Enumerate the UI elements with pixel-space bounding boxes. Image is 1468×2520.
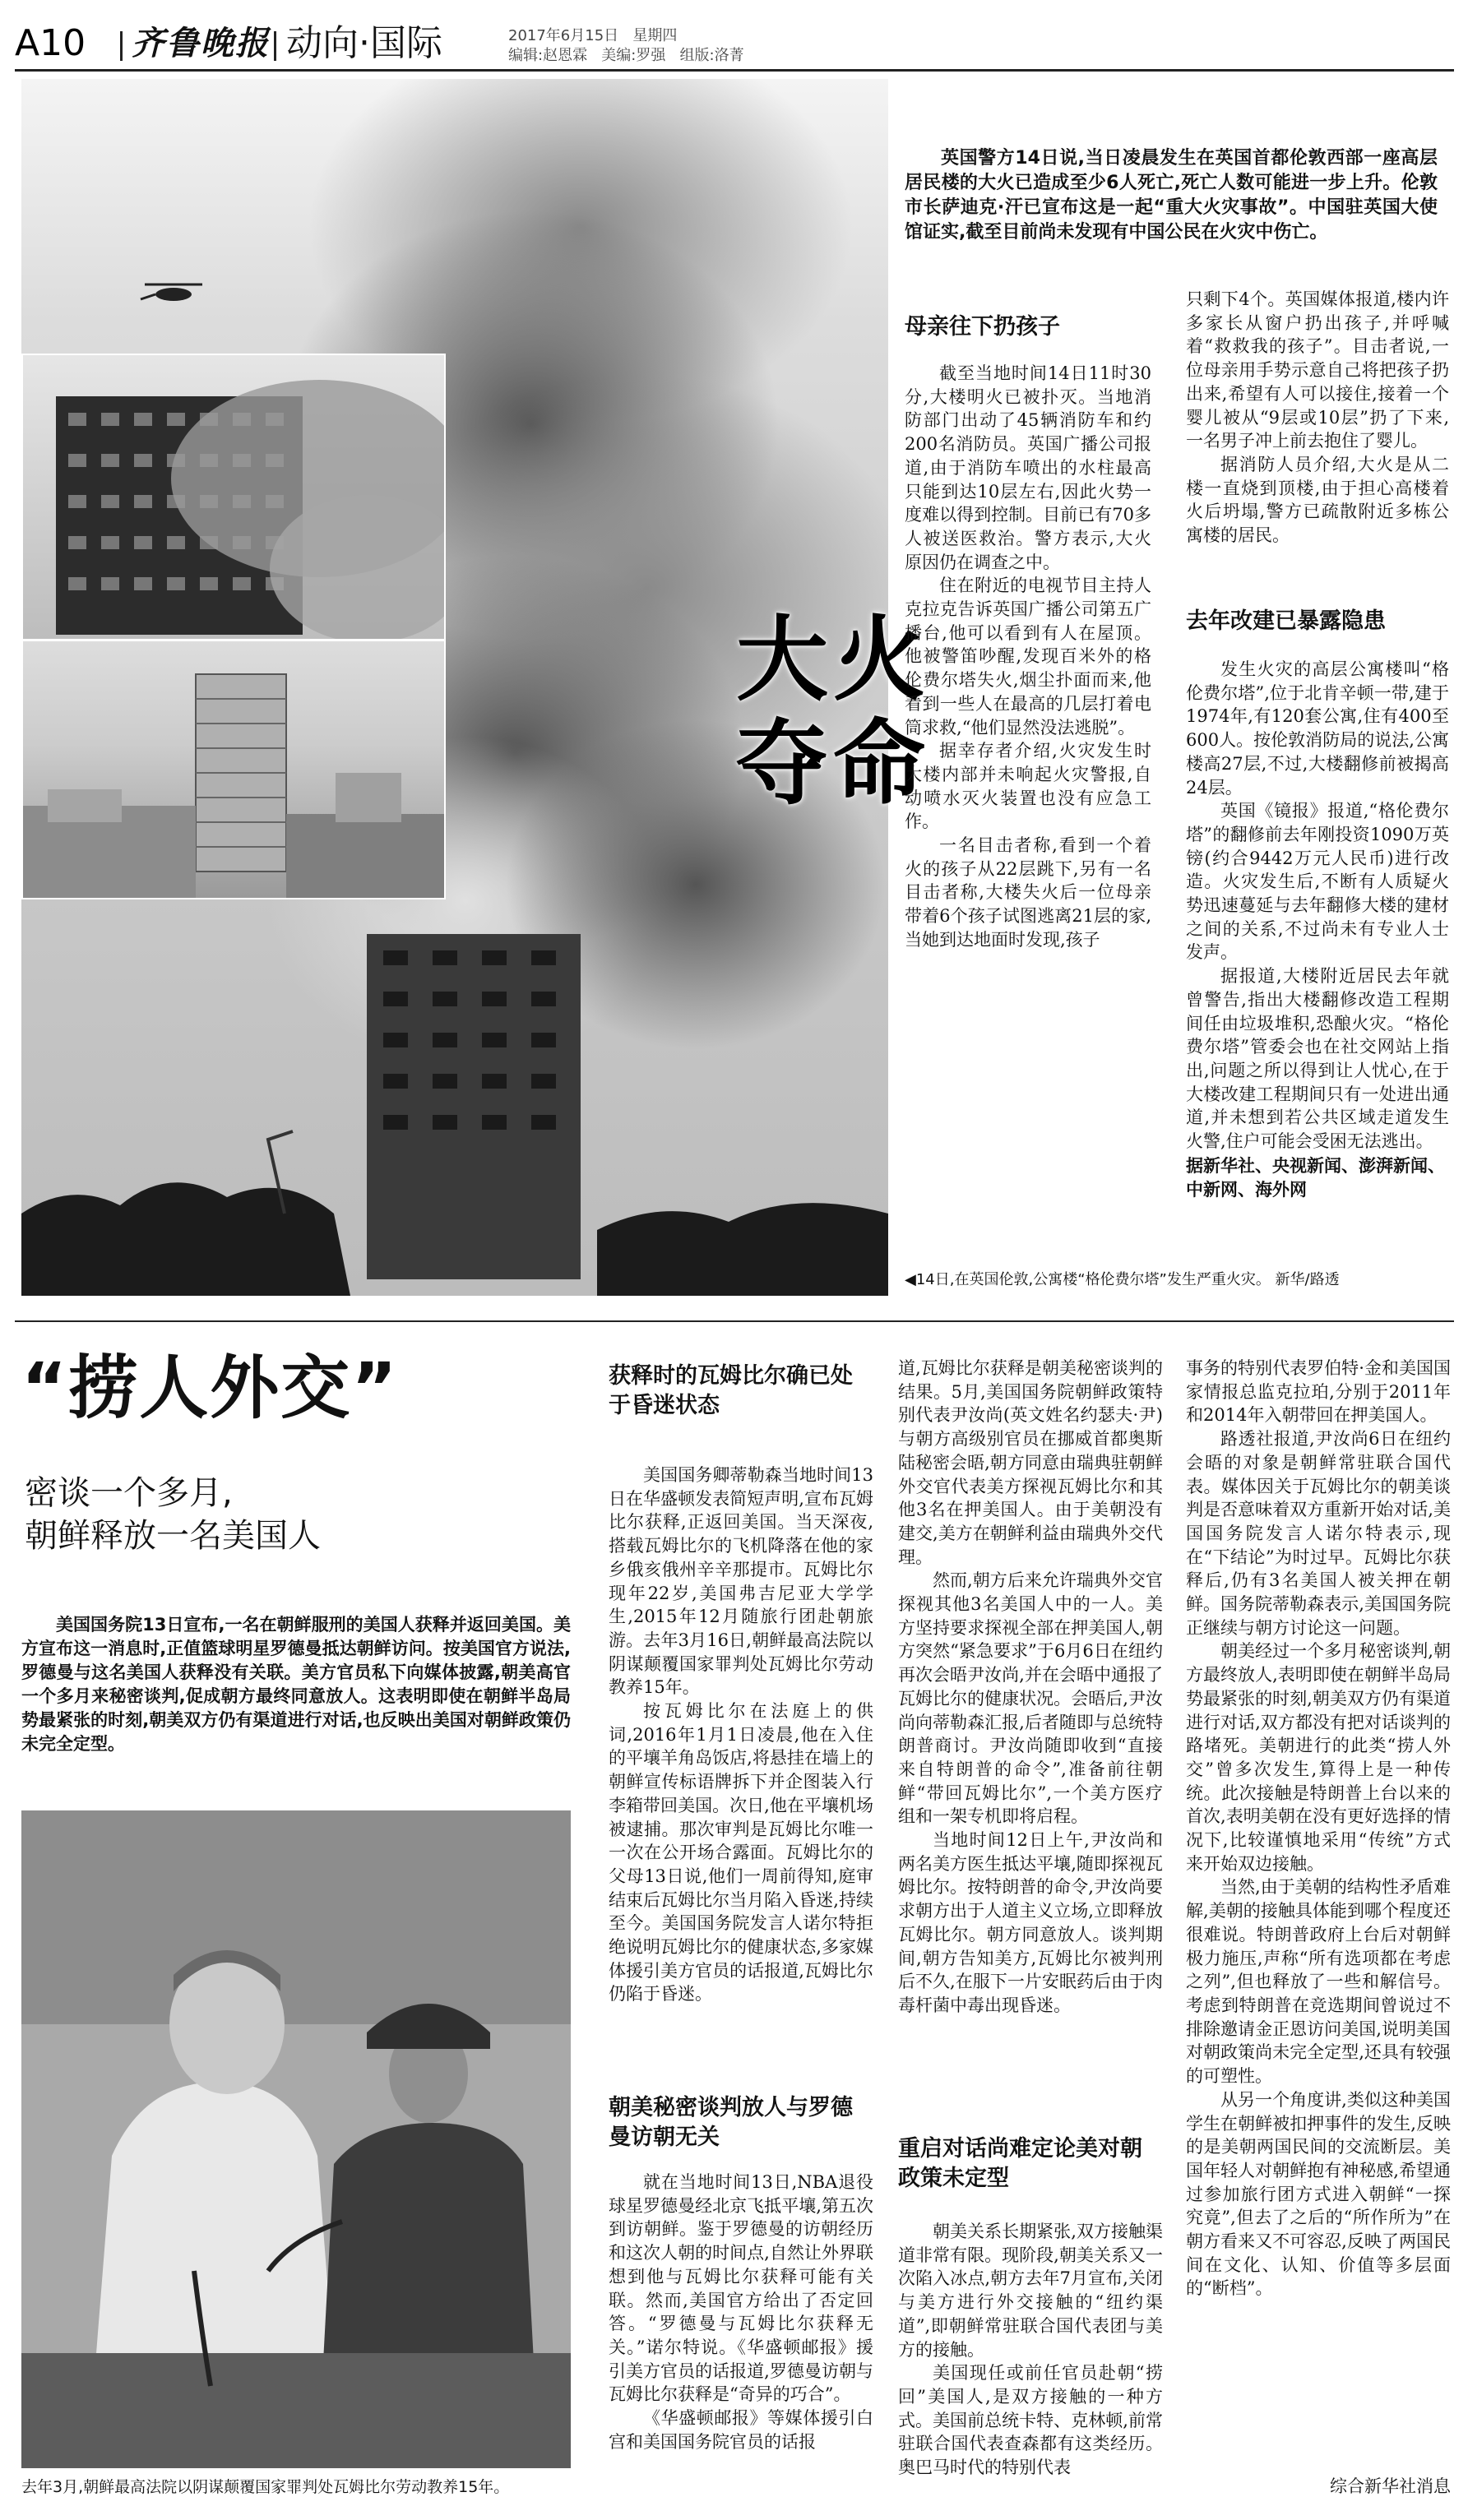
korea-column-2-part1 [898, 1357, 1163, 2117]
paragraph: 《华盛顿邮报》等媒体援引白宫和美国国务院官员的话报 [609, 2408, 873, 2452]
paragraph: 据报道,大楼附近居民去年就曾警告,指出大楼翻修改造工程期间任由垃圾堆积,恐酿火灾。“格伦费尔塔”管委会也在社交网站上指出,问题之所以得到让人忧心,在于大楼改建工程期间只有一处进出通道,并未想到若公共区域走道发生火警,住户可能会受困无法逃出。 [1186, 966, 1449, 1151]
korea-column-2-part2 [898, 2220, 1163, 2506]
korea-column-3 [1186, 1357, 1451, 2467]
paragraph: 道,瓦姆比尔获释是朝美秘密谈判的结果。5月,美国国务院朝鲜政策特别代表尹汝尚(英文姓名约瑟夫·尹)与朝方高级别官员在挪威首都奥斯陆秘密会晤,朝方同意由瑞典驻朝鲜外交官代表美方探视瓦姆比尔和其他3名在押美国人。由于美朝没有建交,美方在朝鲜利益由瑞典外交代理。 [898, 1358, 1163, 1567]
korea-headline: “捞人外交” [21, 1348, 399, 1428]
header-meta [508, 26, 744, 66]
header-layout-editor: 组版:洛菁 [679, 47, 744, 64]
paragraph: 一名目击者称,看到一个着火的孩子从22层跳下,另有一名目击者称,大楼失火后一位母亲带着6个孩子试图逃离21层的家,当她到达地面时发现,孩子 [905, 835, 1151, 950]
court-photo-caption: 去年3月,朝鲜最高法院以阴谋颠覆国家罪判处瓦姆比尔劳动教养15年。 [21, 2478, 510, 2496]
header-weekday: 星期四 [632, 27, 678, 44]
paragraph: 只剩下4个。英国媒体报道,楼内许多家长从窗户扔出孩子,并呼喊着“救救我的孩子”。目击者说,一位母亲用手势示意自己将把孩子扔出来,希望有人可以接住,接着一个婴儿被从“9层或10层”扔了下来,一名男子冲上前去抱住了婴儿。 [1186, 289, 1449, 451]
paragraph: 朝美关系长期紧张,双方接触渠道非常有限。现阶段,朝美关系又一次陷入冰点,朝方去年7月宣布,关闭与美方进行外交接触的“纽约渠道”,即朝鲜常驻联合国代表团与美方的接触。 [898, 2222, 1163, 2360]
paragraph: 发生火灾的高层公寓楼叫“格伦费尔塔”,位于北肯辛顿一带,建于1974年,有120套公寓,住有400至600人。按伦敦消防局的说法,公寓楼高27层,不过,大楼翻修前被揭高24层。 [1186, 659, 1449, 798]
section-title: 动向·国际 [286, 22, 442, 64]
fire-headline [736, 608, 930, 816]
header-rule [15, 69, 1454, 72]
korea-source: 综合新华社消息 [1330, 2476, 1451, 2496]
fire-column-a [905, 362, 1151, 1197]
paragraph: 朝美经过一个多月秘密谈判,朝方最终放人,表明即使在朝鲜半岛局势最紧张的时刻,朝美双方仍有渠道进行对话,双方都没有把对话谈判的路堵死。美朝进行的此类“捞人外交”曾多次发生,算得上是一种传统。此次接触是特朗普上台以来的首次,表明美朝在没有更好选择的情况下,比较谨慎地采用“传统”方式来开始双边接触。 [1186, 1641, 1451, 1874]
header-editor: 编辑:赵恩霖 [508, 47, 588, 64]
header-art-editor: 美编:罗强 [601, 47, 666, 64]
korea-lead: 美国国务院13日宣布,一名在朝鲜服刑的美国人获释并返回美国。美方宣布这一消息时,正值篮球明星罗德曼抵达朝鲜访问。按美国官方说法,罗德曼与这名美国人获释没有关联。美方官员私下向媒体披露,朝美高官一个多月来秘密谈判,促成朝方最终同意放人。这表明即使在朝鲜半岛局势最紧张的时刻,朝美双方仍有渠道进行对话,也反映出美国对朝鲜政策仍未完全定型。 [21, 1615, 571, 1754]
korea-subtitle-line1: 密谈一个多月, [25, 1474, 233, 1512]
korea-column-1-part1 [609, 1463, 873, 2064]
paragraph: 据消防人员介绍,大火是从二楼一直烧到顶楼,由于担心高楼着火后坍塌,警方已疏散附近多栋公寓楼的居民。 [1186, 454, 1449, 546]
paragraph: 美国现任或前任官员赴朝“捞回”美国人,是双方接触的一种方式。美国前总统卡特、克林顿,前常驻联合国代表查森都有这类经历。奥巴马时代的特别代表 [898, 2363, 1163, 2478]
paragraph: 路透社报道,尹汝尚6日在纽约会晤的对象是朝鲜常驻联合国代表。媒体因关于瓦姆比尔的朝美谈判是否意味着双方重新开始对话,美国国务院发言人诺尔特表示,现在“下结论”为时过早。瓦姆比尔获释后,仍有3名美国人被关押在朝鲜。国务院蒂勒森表示,美国国务院正继续与朝方讨论这一问题。 [1186, 1429, 1451, 1638]
court-photo [21, 1810, 571, 2468]
header-divider [274, 31, 276, 61]
paragraph: 截至当地时间14日11时30分,大楼明火已被扑灭。当地消防部门出动了45辆消防车和约200名消防员。英国广播公司报道,由于消防车喷出的水柱最高只能到达10层左右,因此火势一度难以得到控制。目前已有70多人被送医救治。警方表示,大火原因仍在调查之中。 [905, 363, 1151, 572]
paragraph: 然而,朝方后来允许瑞典外交官探视其他3名美国人中的一人。美方坚持要求探视全部在押美国人,朝方突然“紧急要求”于6月6日在纽约再次会晤尹汝尚,并在会晤中通报了瓦姆比尔的健康状况。会晤后,尹汝尚向蒂勒森汇报,后者随即与总统特朗普商讨。尹汝尚随即收到“直接来自特朗普的命令”,准备前往朝鲜“带回瓦姆比尔”,一个美方医疗组和一架专机即将启程。 [898, 1570, 1163, 1827]
inset-photo-burned-tower [21, 354, 446, 640]
fire-headline-line2: 夺命 [736, 710, 930, 817]
paragraph: 英国《镜报》报道,“格伦费尔塔”的翻修前去年刚投资1090万英镑(约合9442万元人民币)进行改造。火灾发生后,不断有人质疑火势迅速蔓延与去年翻修大楼的建材之间的关系,不过尚未有专业人士发声。 [1186, 801, 1449, 963]
helicopter-icon [141, 284, 202, 301]
fire-lead: 英国警方14日说,当日凌晨发生在英国首都伦敦西部一座高层居民楼的大火已造成至少6人死亡,死亡人数可能进一步上升。伦敦市长萨迪克·汗已宣布这是一起“重大火灾事故”。中国驻英国大使馆证实,截至目前尚未发现有中国公民在火灾中伤亡。 [905, 148, 1438, 243]
inset-photo-tower-before [21, 640, 446, 899]
paragraph: 事务的特别代表罗伯特·金和美国国家情报总监克拉珀,分别于2011年和2014年入朝带回在押美国人。 [1186, 1358, 1451, 1426]
header-date: 2017年6月15日 [508, 27, 619, 44]
fire-subhead-mother: 母亲往下扔孩子 [905, 314, 1060, 340]
paragraph: 从另一个角度讲,类似这种美国学生在朝鲜被扣押事件的发生,反映的是美朝两国民间的交流断层。美国年轻人对朝鲜抱有神秘感,希望通过参加旅行团方式进入朝鲜“一探究竟”,但去了之后的“所作所为”在朝方看来又不可容忍,反映了两国民间在文化、认知、价值等多层面的“断档”。 [1186, 2089, 1451, 2299]
paragraph: 就在当地时间13日,NBA退役球星罗德曼经北京飞抵平壤,第五次到访朝鲜。鉴于罗德曼的访朝经历和这次人朝的时间点,自然让外界联想到他与瓦姆比尔获释可能有关联。然而,美国官方给出了否定回答。“罗德曼与瓦姆比尔获释无关。”诺尔特说。《华盛顿邮报》援引美方官员的话报道,罗德曼访朝与瓦姆比尔获释是“奇异的巧合”。 [609, 2172, 873, 2405]
korea-subhead-release: 获释时的瓦姆比尔确已处于昏迷状态 [609, 1363, 853, 1418]
fire-headline-line1: 大火 [736, 607, 930, 714]
fire-photo-caption: ◀14日,在英国伦敦,公寓楼“格伦费尔塔”发生严重火灾。 新华/路透 [905, 1271, 1340, 1288]
korea-subhead-rodman: 朝美秘密谈判放人与罗德曼访朝无关 [609, 2095, 853, 2150]
paragraph: 据幸存者介绍,火灾发生时大楼内部并未响起火灾警报,自动喷水灭火装置也没有应急工作。 [905, 741, 1151, 832]
fire-subhead-renovation: 去年改建已暴露隐患 [1186, 608, 1386, 634]
fire-column-b-part1 [1186, 288, 1449, 594]
korea-subtitle [25, 1472, 321, 1557]
fire-source: 据新华社、央视新闻、澎湃新闻、中新网、海外网 [1186, 1156, 1445, 1200]
paragraph: 美国国务卿蒂勒森当地时间13日在华盛顿发表简短声明,宣布瓦姆比尔获释,正返回美国。当天深夜,搭载瓦姆比尔的飞机降落在他的家乡俄亥俄州辛辛那提市。瓦姆比尔现年22岁,美国弗吉尼亚大学学生,2015年12月随旅行团赴朝旅游。去年3月16日,朝鲜最高法院以阴谋颠覆国家罪判处瓦姆比尔劳动教养15年。 [609, 1465, 873, 1698]
paragraph: 当然,由于美朝的结构性矛盾难解,美朝的接触具体能到哪个程度还很难说。特朗普政府上台后对朝鲜极力施压,声称“所有选项都在考虑之列”,但也释放了一些和解信号。考虑到特朗普在竞选期间曾说过不排除邀请金正恩访问美国,说明美国对朝政策尚未完全定型,还具有较强的可塑性。 [1186, 1877, 1451, 2087]
masthead-logo: 齐鲁晚报 [132, 24, 270, 62]
section-divider [15, 1320, 1454, 1322]
korea-subhead-dialogue: 重启对话尚难定论美对朝政策未定型 [898, 2136, 1142, 2191]
header-divider [120, 31, 123, 61]
page-number: A10 [15, 22, 86, 64]
paragraph: 按瓦姆比尔在法庭上的供词,2016年1月1日凌晨,他在入住的平壤羊角岛饭店,将悬挂在墙上的朝鲜宣传标语牌拆下并企图装入行李箱带回美国。次日,他在平壤机场被逮捕。那次审判是瓦姆比尔唯一一次在公开场合露面。瓦姆比尔的父母13日说,他们一周前得知,庭审结束后瓦姆比尔当月陷入昏迷,持续至今。美国国务院发言人诺尔特拒绝说明瓦姆比尔的健康状态,多家媒体援引美方官员的话报道,瓦姆比尔仍陷于昏迷。 [609, 1701, 873, 2004]
fire-column-b-part2 [1186, 658, 1449, 1151]
korea-column-1-part2 [609, 2171, 873, 2506]
korea-subtitle-line2: 朝鲜释放一名美国人 [25, 1517, 321, 1555]
paragraph: 当地时间12日上午,尹汝尚和两名美方医生抵达平壤,随即探视瓦姆比尔。按特朗普的命令,尹汝尚要求朝方出于人道主义立场,立即释放瓦姆比尔。朝方同意放人。谈判期间,朝方告知美方,瓦姆比尔被判刑后不久,在服下一片安眠药后由于肉毒杆菌中毒出现昏迷。 [898, 1830, 1163, 2015]
paragraph: 住在附近的电视节目主持人克拉克告诉英国广播公司第五广播台,他可以看到有人在屋顶。他被警笛吵醒,发现百米外的格伦费尔塔失火,烟尘扑面而来,他看到一些人在最高的几层打着电筒求救,“他们显然没法逃脱”。 [905, 576, 1151, 738]
